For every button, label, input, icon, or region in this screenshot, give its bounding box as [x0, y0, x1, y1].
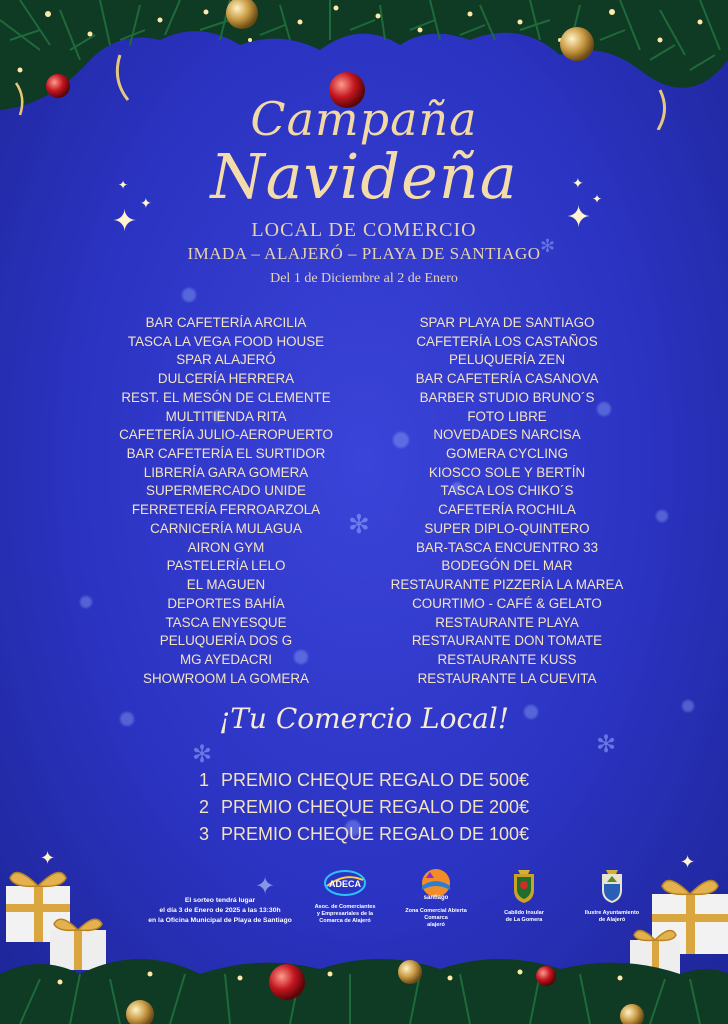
list-item: CAFETERÍA JULIO-AEROPUERTO [119, 427, 333, 443]
sparkle-icon: ✦ [255, 872, 276, 900]
list-item: FERRETERÍA FERROARZOLA [131, 502, 321, 518]
business-list-left [76, 314, 376, 688]
list-item: TASCA LA VEGA FOOD HOUSE [127, 333, 325, 349]
prize-number: 3 [198, 824, 209, 844]
prize-text: PREMIO CHEQUE REGALO DE 500€ [220, 770, 530, 790]
logo-caption: Asoc. de Comerciantes [314, 904, 376, 910]
draw-note [140, 896, 300, 926]
list-item: BODEGÓN DEL MAR [441, 558, 573, 574]
snowflake-icon: ✻ [192, 740, 213, 768]
list-item: NOVEDADES NARCISA [433, 427, 581, 443]
sparkle-icon: ✦ [112, 204, 138, 239]
list-item: BAR CAFETERÍA CASANOVA [415, 371, 599, 387]
list-item: PELUQUERÍA ZEN [448, 352, 566, 368]
prize-item [0, 767, 728, 794]
santiago-mark: santiago [423, 895, 449, 901]
prize-number: 1 [198, 770, 209, 790]
prize-list [0, 767, 728, 848]
list-item: CAFETERÍA ROCHILA [438, 502, 576, 518]
list-item: DULCERÍA HERRERA [157, 371, 295, 387]
logo-caption: de Alajeró [598, 917, 626, 923]
prize-text: PREMIO CHEQUE REGALO DE 100€ [220, 824, 530, 844]
list-item: RESTAURANTE PIZZERÍA LA MAREA [390, 577, 624, 593]
subtitle: LOCAL DE COMERCIO [251, 219, 477, 241]
list-item: BARBER STUDIO BRUNO´S [419, 389, 595, 405]
list-item: BAR-TASCA ENCUENTRO 33 [415, 539, 599, 555]
bokeh-light [656, 510, 668, 522]
snowflake-icon: ✻ [348, 510, 370, 540]
list-item: RESTAURANTE LA CUEVITA [417, 670, 597, 686]
sparkle-icon: ✦ [680, 852, 696, 873]
list-item: MULTITIENDA RITA [165, 408, 287, 424]
list-item: TASCA ENYESQUE [165, 614, 287, 630]
logo-caption: alajeró [427, 922, 445, 928]
list-item: BAR CAFETERÍA EL SURTIDOR [126, 446, 326, 462]
snowflake-icon: ✻ [540, 236, 556, 257]
logo-caption: Cabildo Insular [504, 910, 544, 916]
list-item: CARNICERÍA MULAGUA [150, 520, 302, 536]
list-item: SPAR ALAJERÓ [176, 352, 276, 368]
logo-caption: Zona Comercial Abierta [405, 908, 467, 914]
list-item: KIOSCO SOLE Y BERTÍN [428, 464, 586, 480]
ayuntamiento-shield-icon [598, 868, 626, 904]
prize-text: PREMIO CHEQUE REGALO DE 200€ [220, 797, 530, 817]
logo-caption: Comarca de Alajeró [319, 918, 371, 924]
list-item: TASCA LOS CHIKO´S [440, 483, 574, 499]
sparkle-icon: ✦ [592, 192, 603, 206]
adeca-logo [306, 868, 384, 925]
campaign-title-line2: Navideña [210, 140, 518, 213]
prize-item [0, 794, 728, 821]
cabildo-shield-icon [510, 868, 538, 904]
list-item: DEPORTES BAHÍA [167, 595, 285, 611]
santiago-logo-icon [418, 868, 454, 902]
list-item: LIBRERÍA GARA GOMERA [143, 464, 309, 480]
prize-item [0, 821, 728, 848]
sparkle-icon: ✦ [572, 176, 584, 192]
sparkle-icon: ✦ [40, 848, 56, 869]
list-item: SUPER DIPLO-QUINTERO [424, 520, 590, 536]
list-item: GOMERA CYCLING [445, 446, 569, 462]
garland-bottom [0, 934, 728, 1024]
business-list-right [357, 314, 657, 688]
list-item: RESTAURANTE PLAYA [435, 614, 579, 630]
list-item: PELUQUERÍA DOS G [159, 633, 293, 649]
draw-note-line: en la Oficina Municipal de Playa de Santiago [148, 917, 292, 924]
list-item: COURTIMO - CAFÉ & GELATO [412, 595, 602, 611]
snowflake-icon: ✻ [596, 730, 617, 758]
list-item: SHOWROOM LA GOMERA [143, 670, 309, 686]
list-item: REST. EL MESÓN DE CLEMENTE [121, 389, 331, 405]
sparkle-icon: ✦ [566, 200, 592, 235]
list-item: AIRON GYM [187, 539, 265, 555]
sparkle-icon: ✦ [118, 178, 129, 192]
adeca-logo-icon [323, 868, 367, 898]
list-item: BAR CAFETERÍA ARCILIA [145, 315, 307, 330]
campaign-title-line1: Campaña [250, 92, 478, 146]
list-item: RESTAURANTE KUSS [437, 651, 577, 667]
list-item: PASTELERÍA LELO [166, 558, 286, 574]
slogan: ¡Tu Comercio Local! [218, 702, 510, 735]
list-item: MG AYEDACRI [179, 651, 272, 667]
bokeh-light [182, 288, 196, 302]
prize-number: 2 [198, 797, 209, 817]
cabildo-logo [484, 868, 564, 924]
places: IMADA – ALAJERÓ – PLAYA DE SANTIAGO [187, 244, 541, 263]
logo-caption: Ilustre Ayuntamiento [584, 910, 640, 916]
list-item: CAFETERÍA LOS CASTAÑOS [416, 333, 598, 349]
logo-caption: y Empresariales de la [316, 911, 374, 917]
sparkle-icon: ✦ [140, 196, 152, 212]
draw-note-line: El sorteo tendrá lugar [184, 897, 256, 904]
list-item: EL MAGUEN [186, 577, 266, 593]
draw-note-line: el día 3 de Enero de 2025 a las 13:30h [159, 907, 281, 914]
logo-caption: de La Gomera [505, 917, 543, 923]
logo-caption: Comarca [424, 915, 448, 921]
dates: Del 1 de Diciembre al 2 de Enero [270, 271, 458, 286]
list-item: FOTO LIBRE [467, 408, 547, 424]
list-item: RESTAURANTE DON TOMATE [411, 633, 603, 649]
adeca-mark: ADECA [328, 879, 362, 889]
santiago-logo [404, 868, 468, 929]
list-item: SUPERMERCADO UNIDE [146, 483, 306, 499]
list-item: SPAR PLAYA DE SANTIAGO [419, 315, 595, 330]
